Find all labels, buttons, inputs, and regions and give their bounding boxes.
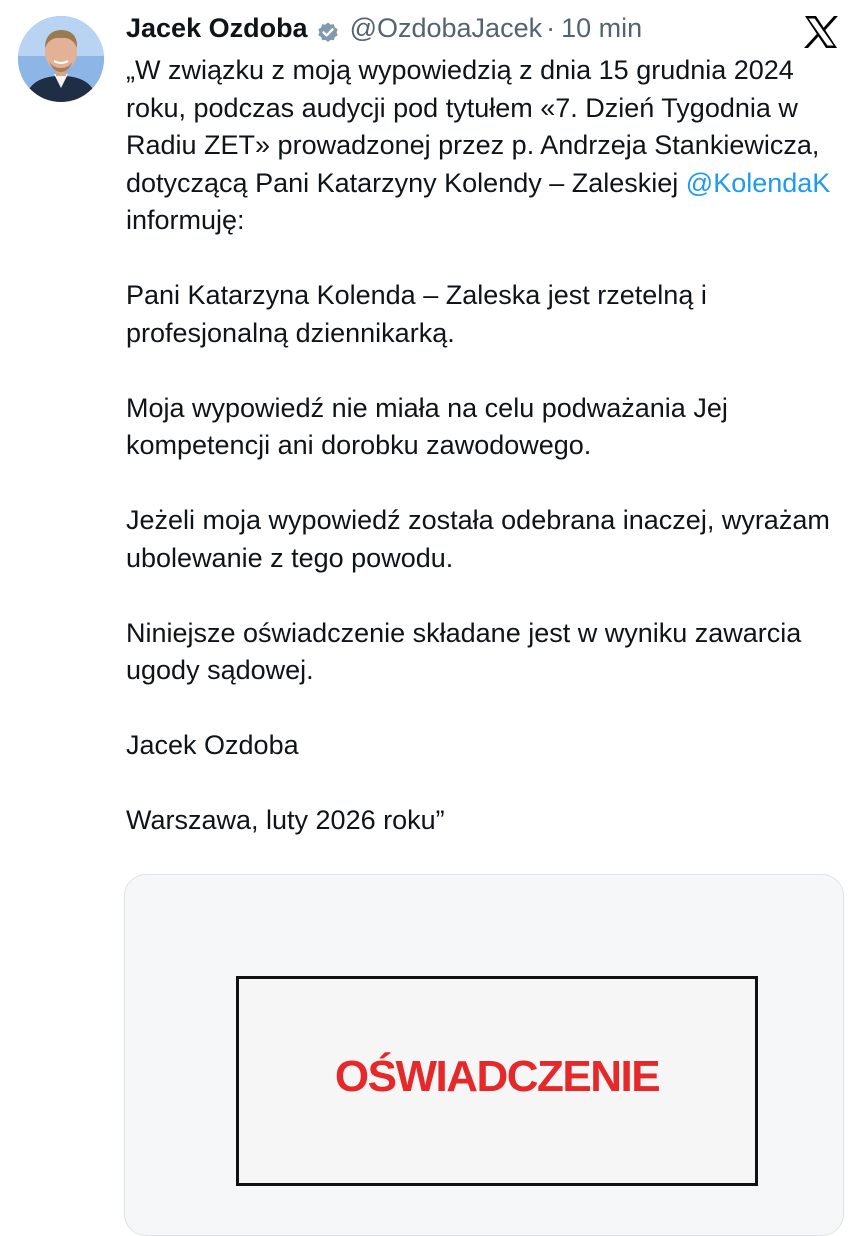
paragraph-5: Niniejsze oświadczenie składane jest w wyniku zawarcia ugody sądowej. (126, 617, 802, 685)
paragraph-intro (126, 52, 836, 240)
paragraph-intro-end: informuję: (126, 205, 245, 235)
paragraph-2: Pani Katarzyna Kolenda – Zaleska jest rzetelną i profesjonalną dziennikarką. (126, 280, 707, 348)
header-separator: · (546, 13, 556, 43)
author-name[interactable]: Jacek Ozdoba (126, 13, 308, 43)
mention-link[interactable]: @KolendaK (685, 167, 831, 198)
avatar[interactable] (18, 16, 104, 102)
avatar-photo (18, 16, 104, 102)
paragraph-intro-text: „W związku z moją wypowiedzią z dnia 15 grudnia 2024 roku, podczas audycji pod tytułem «7. Dzień Tygodnia w Radiu ZET» prowadzonej przez p. Andrzeja Stankiewicza, dotyczącą Pani Katarzyny Kolendy – Zaleskiej (126, 55, 820, 198)
tweet-header (126, 8, 642, 48)
author-handle[interactable]: @OzdobaJacek (349, 13, 543, 43)
verified-badge-icon (316, 16, 340, 40)
paragraph-4: Jeżeli moja wypowiedź została odebrana inaczej, wyrażam ubolewanie z tego powodu. (126, 505, 830, 573)
x-logo-icon[interactable] (801, 14, 841, 50)
place-date: Warszawa, luty 2026 roku” (126, 805, 445, 835)
media-frame (236, 976, 758, 1186)
media-headline: OŚWIADCZENIE (334, 1052, 660, 1101)
paragraph-3: Moja wypowiedź nie miała na celu podważania Jej kompetencji ani dorobku zawodowego. (126, 392, 728, 460)
tweet-text (126, 52, 836, 877)
tweet-timestamp[interactable]: 10 min (561, 13, 643, 43)
media-card[interactable] (124, 874, 844, 1236)
signature: Jacek Ozdoba (126, 730, 299, 760)
